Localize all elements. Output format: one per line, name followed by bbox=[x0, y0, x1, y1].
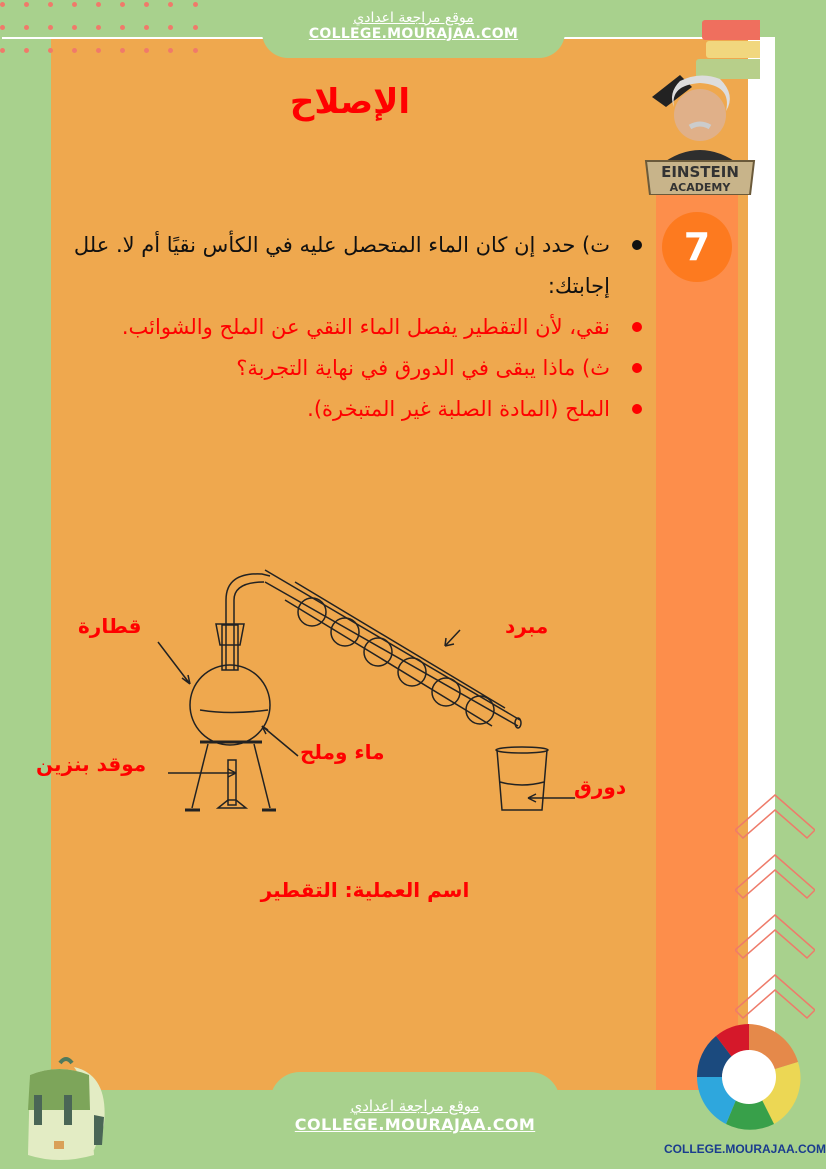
bullet-icon bbox=[632, 363, 642, 373]
bullet-icon bbox=[632, 240, 642, 250]
college-mourajaa-logo[interactable] bbox=[694, 1022, 804, 1132]
question-item: ث) ماذا يبقى في الدورق في نهاية التجربة؟ bbox=[40, 348, 645, 389]
question-answer-list bbox=[40, 225, 645, 430]
svg-text:EINSTEIN: EINSTEIN bbox=[661, 163, 739, 181]
question-item: ت) حدد إن كان الماء المتحصل عليه في الكأس نقيًا أم لا. علل إجابتك: bbox=[40, 225, 645, 307]
answer-item: نقي، لأن التقطير يفصل الماء النقي عن الملح والشوائب. bbox=[40, 307, 645, 348]
label-burner: موقد بنزين bbox=[36, 752, 147, 776]
svg-text:ACADEMY: ACADEMY bbox=[669, 181, 731, 194]
bullet-icon bbox=[632, 404, 642, 414]
chevron-up-decoration-icon bbox=[735, 790, 815, 1050]
footer-site-url[interactable]: COLLEGE.MOURAJAA.COM bbox=[294, 1115, 536, 1134]
footer-site-name: موقع مراجعة اعدادي bbox=[350, 1097, 480, 1115]
label-beaker: دورق bbox=[574, 775, 627, 799]
page-title: الإصلاح bbox=[289, 82, 411, 122]
label-flask: قطارة bbox=[78, 614, 142, 638]
answer-item: الملح (المادة الصلبة غير المتبخرة). bbox=[40, 389, 645, 430]
header-site-banner[interactable] bbox=[262, 0, 565, 58]
label-water-salt: ماء وملح bbox=[300, 740, 385, 764]
backpack-icon bbox=[14, 1055, 109, 1165]
einstein-academy-logo bbox=[640, 15, 760, 195]
bullet-icon bbox=[632, 322, 642, 332]
question-number-badge: 7 bbox=[662, 212, 732, 282]
distillation-apparatus-diagram bbox=[40, 560, 660, 830]
side-strip bbox=[656, 195, 738, 1090]
footer-site-banner[interactable] bbox=[270, 1072, 560, 1169]
label-condenser: مبرد bbox=[505, 614, 549, 638]
header-site-url[interactable]: COLLEGE.MOURAJAA.COM bbox=[308, 26, 519, 42]
college-logo-url[interactable]: COLLEGE.MOURAJAA.COM bbox=[664, 1142, 826, 1156]
header-site-name: موقع مراجعة اعدادي bbox=[353, 10, 474, 26]
process-name: اسم العملية: التقطير bbox=[260, 878, 470, 902]
